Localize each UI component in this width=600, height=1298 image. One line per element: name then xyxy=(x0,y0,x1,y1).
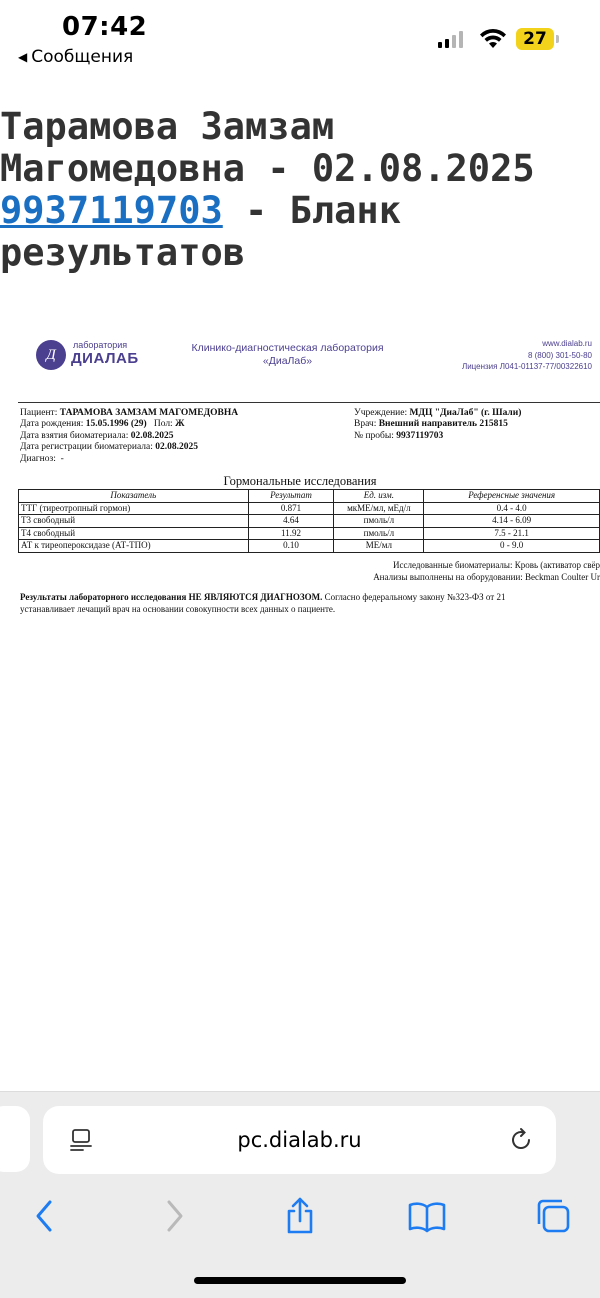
row-result: 11.92 xyxy=(248,527,334,540)
inst-label: Учреждение: xyxy=(354,408,408,418)
reload-icon[interactable] xyxy=(508,1127,534,1153)
row-unit: пмоль/л xyxy=(334,527,424,540)
sample-value: 9937119703 xyxy=(396,430,444,441)
row-ref: 0.4 - 4.0 xyxy=(424,502,600,515)
browser-toolbar xyxy=(0,1196,600,1236)
url-text[interactable]: pc.dialab.ru xyxy=(237,1128,362,1152)
lab-title xyxy=(170,342,405,368)
inst-value: МДЦ "ДиаЛаб" (г. Шали) xyxy=(409,408,522,418)
patient-label: Пациент: xyxy=(20,408,58,418)
institution-info xyxy=(354,408,521,442)
row-ref: 0 - 9.0 xyxy=(424,540,600,553)
cellular-signal-icon xyxy=(438,30,463,48)
lab-title-line-1: Клинико-диагностическая лаборатория xyxy=(191,342,384,354)
logo-name: ДИАЛАБ xyxy=(71,350,139,367)
patient-name: ТАРАМОВА ЗАМЗАМ МАГОМЕДОВНА xyxy=(59,408,239,418)
sample-number-link[interactable]: 9937119703 xyxy=(0,189,223,232)
col-header-result: Результат xyxy=(248,490,334,503)
row-name: Т3 свободный xyxy=(19,515,249,528)
collect-label: Дата взятия биоматериала: xyxy=(20,430,129,441)
table-row xyxy=(19,527,600,540)
title-line-4: результатов xyxy=(0,231,246,274)
disclaimer-line-2: устанавливает лечащий врач на основании совокупности всех данных о пациенте. xyxy=(20,604,336,614)
row-result: 0.871 xyxy=(248,502,334,515)
back-triangle-icon: ◀ xyxy=(18,50,28,64)
page-title xyxy=(0,106,600,274)
row-name: АТ к тиреопероксидазе (АТ-ТПО) xyxy=(19,540,249,553)
collect-value: 02.08.2025 xyxy=(130,430,174,441)
col-header-unit: Ед. изм. xyxy=(334,490,424,503)
contact-site: www.dialab.ru xyxy=(542,339,592,348)
row-unit: мкМЕ/мл, мЕд/л xyxy=(334,502,424,515)
col-header-name: Показатель xyxy=(19,490,249,503)
diag-value: - xyxy=(60,453,64,464)
section-title: Гормональные исследования xyxy=(223,474,377,488)
previous-tab-peek[interactable] xyxy=(0,1106,30,1172)
table-header-row xyxy=(19,490,600,503)
row-unit: МЕ/мл xyxy=(334,540,424,553)
battery-nub xyxy=(556,35,559,43)
lab-title-line-2: «ДиаЛаб» xyxy=(262,355,313,367)
sex-label: Пол: xyxy=(153,419,173,430)
lab-contacts xyxy=(462,338,592,373)
dialab-logo-icon: Д xyxy=(36,340,66,370)
disclaimer-bold: Результаты лабораторного исследования НЕ ЯВЛЯЮТСЯ ДИАГНОЗОМ. xyxy=(20,592,323,602)
col-header-ref: Референсные значения xyxy=(424,490,600,503)
row-result: 0.10 xyxy=(248,540,334,553)
disclaimer-rest: Согласно федеральному закону №323-ФЗ от 21 xyxy=(322,592,506,602)
table-row xyxy=(19,540,600,553)
title-line-1: Тарамова Замзам xyxy=(0,105,335,148)
tabs-icon[interactable] xyxy=(533,1196,573,1236)
doctor-label: Врач: xyxy=(354,419,377,430)
dob-value: 15.05.1996 (29) xyxy=(85,419,147,430)
home-indicator xyxy=(194,1277,406,1284)
patient-info xyxy=(20,408,238,465)
sex-value: Ж xyxy=(175,419,185,430)
row-name: ТТГ (тиреотропный гормон) xyxy=(19,502,249,515)
table-row xyxy=(19,502,600,515)
diag-label: Диагноз: xyxy=(20,453,56,464)
header-divider xyxy=(18,402,600,403)
wifi-icon xyxy=(478,26,508,50)
dob-label: Дата рождения: xyxy=(20,419,84,430)
biomaterial-info xyxy=(373,560,600,583)
biomaterial-text: Исследованные биоматериалы: Кровь (активатор свёр xyxy=(392,560,600,570)
row-ref: 4.14 - 6.09 xyxy=(424,515,600,528)
bookmarks-icon[interactable] xyxy=(407,1196,447,1236)
logo-caption: лаборатория xyxy=(73,340,128,350)
forward-icon[interactable] xyxy=(155,1196,195,1236)
back-icon[interactable] xyxy=(24,1196,64,1236)
reg-label: Дата регистрации биоматериала: xyxy=(20,442,153,453)
doctor-value: Внешний направитель 215815 xyxy=(378,419,508,430)
back-app-label: Сообщения xyxy=(31,47,134,67)
sample-label: № пробы: xyxy=(354,430,394,441)
lab-results-document xyxy=(0,330,600,630)
contact-license: Лицензия Л041-01137-77/00322610 xyxy=(461,362,592,371)
share-icon[interactable] xyxy=(280,1196,320,1236)
table-row xyxy=(19,515,600,528)
battery-indicator: 27 xyxy=(516,28,554,50)
back-to-messages[interactable] xyxy=(18,47,133,67)
disclaimer xyxy=(20,591,505,615)
row-ref: 7.5 - 21.1 xyxy=(424,527,600,540)
equipment-text: Анализы выполнены на оборудовании: Beckman Coulter Ur xyxy=(373,571,600,582)
row-name: Т4 свободный xyxy=(19,527,249,540)
title-line-2: Магомедовна - 02.08.2025 xyxy=(0,147,535,190)
status-bar xyxy=(0,0,600,80)
reg-value: 02.08.2025 xyxy=(155,442,198,453)
row-result: 4.64 xyxy=(248,515,334,528)
row-unit: пмоль/л xyxy=(334,515,424,528)
results-table xyxy=(18,489,600,553)
clock: 07:42 xyxy=(62,12,148,42)
address-bar[interactable] xyxy=(43,1106,556,1174)
contact-phone: 8 (800) 301-50-80 xyxy=(527,350,592,360)
title-line-3: - Бланк xyxy=(222,189,401,232)
browser-bottom-bar xyxy=(0,1091,600,1298)
